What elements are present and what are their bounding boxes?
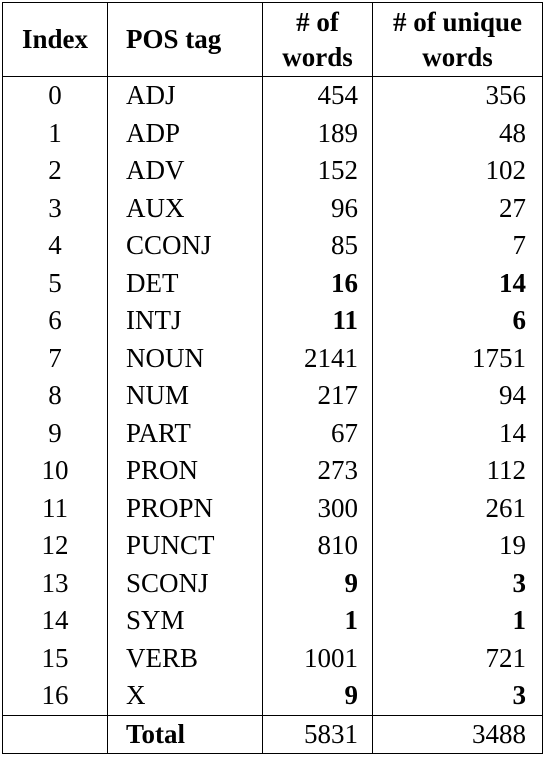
header-num-unique-line1: # of unique: [392, 6, 523, 37]
row-num-unique: 721: [373, 640, 543, 678]
row-index: 1: [3, 115, 108, 153]
row-index: 8: [3, 377, 108, 415]
row-num-unique: 102: [373, 152, 543, 190]
row-num-words: 9: [263, 565, 373, 603]
total-index-cell: [3, 715, 108, 754]
row-pos-tag: X: [108, 677, 263, 715]
row-num-unique: 3: [373, 677, 543, 715]
row-pos-tag: ADV: [108, 152, 263, 190]
table-row: [3, 77, 543, 115]
row-pos-tag: PUNCT: [108, 527, 263, 565]
header-num-words: [263, 3, 373, 77]
header-index: Index: [3, 3, 108, 77]
row-index: 6: [3, 302, 108, 340]
row-index: 16: [3, 677, 108, 715]
row-index: 4: [3, 227, 108, 265]
table-row: [3, 190, 543, 228]
row-pos-tag: VERB: [108, 640, 263, 678]
total-label: Total: [108, 715, 263, 754]
header-num-words-line1: # of: [296, 6, 339, 37]
table-row: [3, 565, 543, 603]
row-num-words: 16: [263, 265, 373, 303]
table-row: [3, 415, 543, 453]
row-pos-tag: NOUN: [108, 340, 263, 378]
row-num-unique: 3: [373, 565, 543, 603]
row-num-unique: 112: [373, 452, 543, 490]
row-num-words: 454: [263, 77, 373, 115]
row-num-unique: 14: [373, 415, 543, 453]
row-num-words: 85: [263, 227, 373, 265]
row-num-words: 273: [263, 452, 373, 490]
table-row: [3, 152, 543, 190]
table-row: [3, 377, 543, 415]
table-row: [3, 115, 543, 153]
row-num-words: 810: [263, 527, 373, 565]
total-words: 5831: [263, 715, 373, 754]
row-index: 10: [3, 452, 108, 490]
row-num-unique: 1751: [373, 340, 543, 378]
row-num-unique: 14: [373, 265, 543, 303]
table-row: [3, 302, 543, 340]
table-row: [3, 602, 543, 640]
row-pos-tag: SCONJ: [108, 565, 263, 603]
header-num-words-line2: words: [282, 41, 353, 72]
table-row: [3, 490, 543, 528]
row-index: 2: [3, 152, 108, 190]
row-pos-tag: ADJ: [108, 77, 263, 115]
row-num-words: 2141: [263, 340, 373, 378]
row-pos-tag: INTJ: [108, 302, 263, 340]
row-num-unique: 48: [373, 115, 543, 153]
row-num-words: 1001: [263, 640, 373, 678]
header-num-unique-line2: words: [422, 41, 493, 72]
row-index: 12: [3, 527, 108, 565]
row-num-words: 9: [263, 677, 373, 715]
table-row: [3, 677, 543, 715]
row-index: 9: [3, 415, 108, 453]
row-num-unique: 6: [373, 302, 543, 340]
table-row: [3, 340, 543, 378]
header-row: [3, 3, 543, 77]
pos-tag-table: [2, 2, 543, 754]
row-num-words: 152: [263, 152, 373, 190]
total-unique: 3488: [373, 715, 543, 754]
row-index: 0: [3, 77, 108, 115]
row-num-words: 300: [263, 490, 373, 528]
row-num-unique: 356: [373, 77, 543, 115]
table-row: [3, 452, 543, 490]
row-num-unique: 94: [373, 377, 543, 415]
row-num-words: 217: [263, 377, 373, 415]
row-pos-tag: PROPN: [108, 490, 263, 528]
row-num-unique: 7: [373, 227, 543, 265]
row-pos-tag: PART: [108, 415, 263, 453]
row-num-unique: 1: [373, 602, 543, 640]
row-index: 11: [3, 490, 108, 528]
row-num-unique: 261: [373, 490, 543, 528]
row-index: 7: [3, 340, 108, 378]
table-row: [3, 265, 543, 303]
row-pos-tag: CCONJ: [108, 227, 263, 265]
row-pos-tag: ADP: [108, 115, 263, 153]
header-num-unique: [373, 3, 543, 77]
row-pos-tag: SYM: [108, 602, 263, 640]
row-pos-tag: AUX: [108, 190, 263, 228]
row-num-words: 96: [263, 190, 373, 228]
row-pos-tag: PRON: [108, 452, 263, 490]
header-pos-tag: POS tag: [108, 3, 263, 77]
row-pos-tag: NUM: [108, 377, 263, 415]
row-pos-tag: DET: [108, 265, 263, 303]
row-index: 3: [3, 190, 108, 228]
row-num-words: 11: [263, 302, 373, 340]
row-index: 13: [3, 565, 108, 603]
table-row: [3, 640, 543, 678]
row-num-unique: 19: [373, 527, 543, 565]
row-index: 15: [3, 640, 108, 678]
row-num-unique: 27: [373, 190, 543, 228]
table-row: [3, 227, 543, 265]
row-index: 5: [3, 265, 108, 303]
row-num-words: 189: [263, 115, 373, 153]
table-row: [3, 527, 543, 565]
row-index: 14: [3, 602, 108, 640]
row-num-words: 67: [263, 415, 373, 453]
table-body: [3, 77, 543, 716]
row-num-words: 1: [263, 602, 373, 640]
total-row: [3, 715, 543, 754]
